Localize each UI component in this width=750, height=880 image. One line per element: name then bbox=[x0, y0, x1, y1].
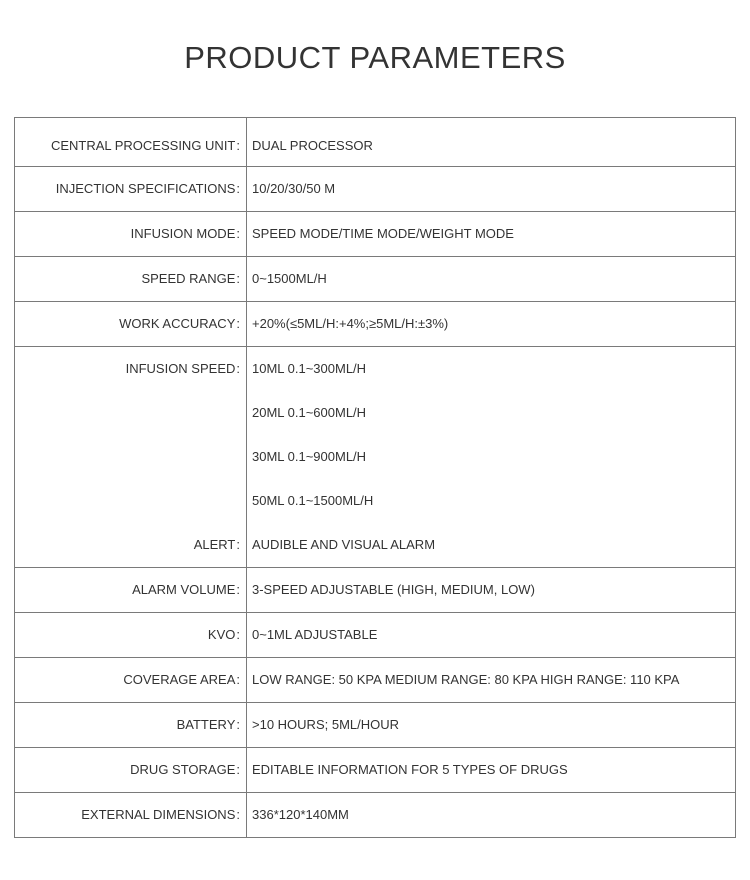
row-label: INFUSION SPEED bbox=[125, 361, 236, 376]
row-value: LOW RANGE: 50 KPA MEDIUM RANGE: 80 KPA HIGH RANGE: 110 KPA bbox=[252, 672, 680, 687]
row-value-cell bbox=[247, 257, 736, 302]
table-row bbox=[15, 703, 736, 748]
speed-value: 30ML 0.1~900ML/H bbox=[252, 449, 367, 464]
row-label-cell bbox=[15, 613, 247, 658]
row-label: SPEED RANGE bbox=[141, 271, 236, 286]
row-label: COVERAGE AREA bbox=[123, 672, 236, 687]
speed-value: 10ML 0.1~300ML/H bbox=[252, 361, 367, 376]
row-value-cell bbox=[247, 613, 736, 658]
row-value: 336*120*140MM bbox=[252, 807, 349, 822]
row-label-cell bbox=[15, 748, 247, 793]
row-separator: : bbox=[236, 361, 240, 376]
row-value-cell bbox=[247, 703, 736, 748]
row-label-cell bbox=[15, 118, 247, 167]
alert-label: ALERT bbox=[193, 537, 236, 552]
row-separator: : bbox=[236, 762, 240, 777]
row-label-cell bbox=[15, 212, 247, 257]
row-separator: : bbox=[236, 226, 240, 241]
row-value-cell bbox=[247, 118, 736, 167]
table-row bbox=[15, 167, 736, 212]
row-separator: : bbox=[236, 627, 240, 642]
row-label: KVO bbox=[207, 627, 236, 642]
row-separator: : bbox=[236, 537, 240, 552]
speed-value: 50ML 0.1~1500ML/H bbox=[252, 493, 374, 508]
row-label-cell bbox=[15, 167, 247, 212]
row-value: 3-SPEED ADJUSTABLE (HIGH, MEDIUM, LOW) bbox=[252, 582, 535, 597]
row-value: 0~1500ML/H bbox=[252, 271, 327, 286]
row-value-cell bbox=[247, 568, 736, 613]
row-separator: : bbox=[236, 717, 240, 732]
row-value-cell bbox=[247, 347, 736, 568]
row-value: EDITABLE INFORMATION FOR 5 TYPES OF DRUGS bbox=[252, 762, 568, 777]
row-label-cell bbox=[15, 793, 247, 838]
row-label-cell bbox=[15, 658, 247, 703]
row-value-cell bbox=[247, 212, 736, 257]
row-separator: : bbox=[236, 271, 240, 286]
row-value: >10 HOURS; 5ML/HOUR bbox=[252, 717, 400, 732]
row-label: INJECTION SPECIFICATIONS bbox=[55, 181, 236, 196]
row-value: 0~1ML ADJUSTABLE bbox=[252, 627, 378, 642]
row-label: INFUSION MODE bbox=[130, 226, 236, 241]
table-row bbox=[15, 212, 736, 257]
row-value-cell bbox=[247, 793, 736, 838]
row-label-cell bbox=[15, 257, 247, 302]
row-separator: : bbox=[236, 138, 240, 153]
table-row bbox=[15, 568, 736, 613]
row-separator: : bbox=[236, 181, 240, 196]
row-label-cell bbox=[15, 302, 247, 347]
row-value-cell bbox=[247, 658, 736, 703]
row-separator: : bbox=[236, 582, 240, 597]
row-value: DUAL PROCESSOR bbox=[252, 138, 373, 153]
row-label-cell bbox=[15, 568, 247, 613]
alert-value: AUDIBLE AND VISUAL ALARM bbox=[252, 537, 436, 552]
row-separator: : bbox=[236, 316, 240, 331]
row-label: EXTERNAL DIMENSIONS bbox=[81, 807, 236, 822]
row-label: WORK ACCURACY bbox=[119, 316, 236, 331]
speed-value: 20ML 0.1~600ML/H bbox=[252, 405, 367, 420]
row-label: BATTERY bbox=[176, 717, 236, 732]
row-value-cell bbox=[247, 748, 736, 793]
row-label-cell bbox=[15, 347, 247, 568]
table-row bbox=[15, 613, 736, 658]
row-value-cell bbox=[247, 302, 736, 347]
table-row-infusion-speed bbox=[15, 347, 736, 568]
row-label-cell bbox=[15, 703, 247, 748]
table-row bbox=[15, 257, 736, 302]
row-label: CENTRAL PROCESSING UNIT bbox=[50, 138, 236, 153]
row-separator: : bbox=[236, 807, 240, 822]
row-label: ALARM VOLUME bbox=[132, 582, 236, 597]
table-row bbox=[15, 118, 736, 167]
table-row bbox=[15, 748, 736, 793]
row-label: DRUG STORAGE bbox=[130, 762, 236, 777]
row-value-cell bbox=[247, 167, 736, 212]
page-title: PRODUCT PARAMETERS bbox=[184, 40, 566, 75]
spec-table bbox=[14, 117, 736, 838]
row-separator: : bbox=[236, 672, 240, 687]
row-value: SPEED MODE/TIME MODE/WEIGHT MODE bbox=[252, 226, 514, 241]
table-row bbox=[15, 793, 736, 838]
row-value: 10/20/30/50 M bbox=[252, 181, 336, 196]
table-row bbox=[15, 302, 736, 347]
table-row bbox=[15, 658, 736, 703]
row-value: +20%(≤5ML/H:+4%;≥5ML/H:±3%) bbox=[252, 316, 449, 331]
